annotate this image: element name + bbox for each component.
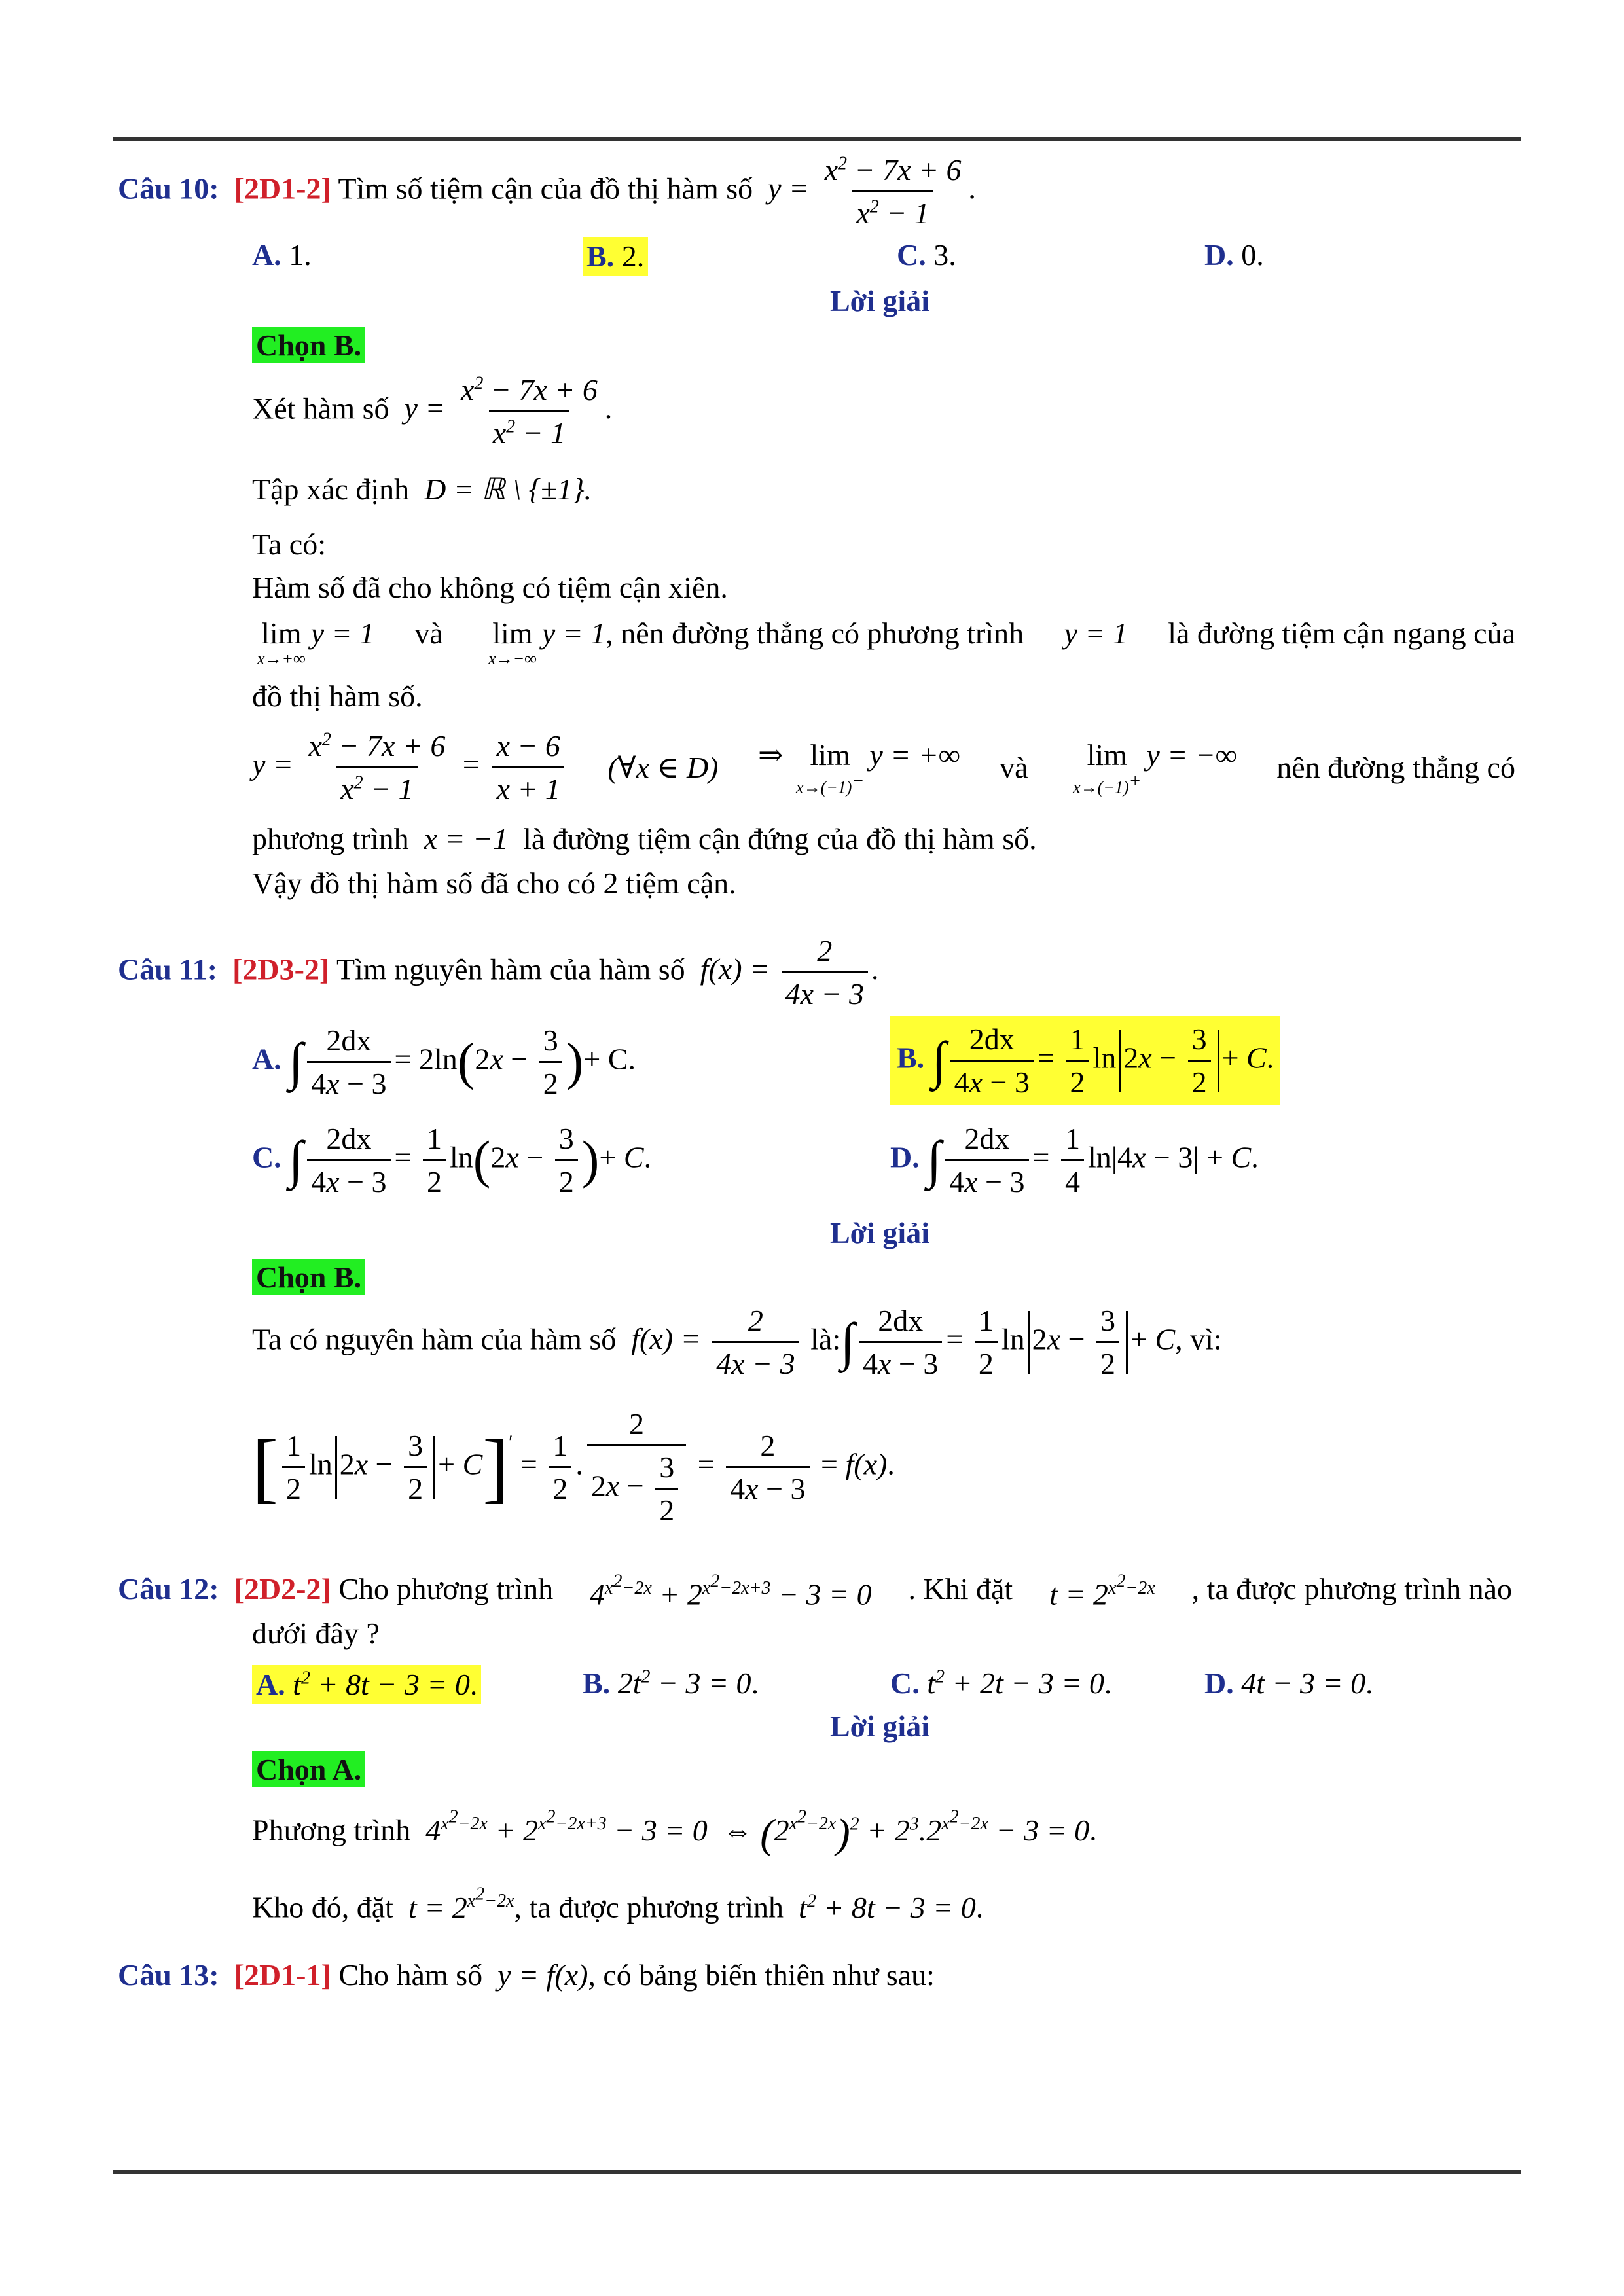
q10-loigiai: Lời giải bbox=[830, 284, 929, 317]
q11-option-b[interactable]: B. ∫ $\frac{2dx}{4x - 3}$ = $\frac{1}{2}$ ln 2x − $\frac{3}{2}$ + C. bbox=[890, 1016, 1280, 1105]
q11-option-d[interactable]: D. ∫ $\frac{2dx}{4x - 3}$ = $\frac{1}{4}$ ln|4x − 3| + C. bbox=[890, 1121, 1259, 1200]
q10-options bbox=[252, 237, 1299, 276]
q10-step-3: Ta có: bbox=[252, 528, 327, 561]
q13-tag: [2D1-1] bbox=[234, 1958, 331, 1992]
q10-option-c[interactable]: C. 3. bbox=[897, 238, 956, 272]
q10-option-d[interactable]: D. 0. bbox=[1204, 238, 1264, 272]
q12-tag: [2D2-2] bbox=[234, 1572, 331, 1605]
q10-heading bbox=[118, 152, 977, 231]
q11-option-c[interactable]: C. ∫ $\frac{2dx}{4x - 3}$ = $\frac{1}{2}$ ln(2x − $\frac{3}{2}$ )+ C. bbox=[252, 1121, 651, 1200]
q10-option-b[interactable]: B. 2. bbox=[583, 237, 648, 276]
q11-tag: [2D3-2] bbox=[232, 952, 330, 986]
q12-option-a[interactable]: A. $t^2 + 8t - 3 = 0$. bbox=[252, 1665, 481, 1704]
q12-step-1: Phương trình $4^{x^2-2x} + 2^{x^2-2x+3} - 3 = 0$ ⇔ $(2^{x^2-2x})^2 + 2^3.2^{x^2-2x} - 3 = 0$. bbox=[252, 1807, 1097, 1857]
q11-heading: Câu 11: [2D3-2] Tìm nguyên hàm của hàm số f(x) = $\frac{2}{4x - 3}$ . bbox=[118, 933, 880, 1012]
q10-step-1: Xét hàm số y = $\frac{x^2 - 7x + 6}{x^2 - 1}$ . bbox=[252, 372, 613, 451]
q11-loigiai: Lời giải bbox=[830, 1216, 929, 1249]
q12-step-2: Kho đó, đặt $t = 2^{x^2-2x}$, ta được phương trình $t^2 + 8t - 3 = 0$. bbox=[252, 1884, 984, 1924]
q10-option-a[interactable]: A. 1. bbox=[252, 238, 312, 272]
q10-chon: Chọn B. bbox=[252, 327, 365, 363]
q12-chon: Chọn A. bbox=[252, 1751, 365, 1787]
q12-option-c[interactable]: C. $t^2 + 2t - 3 = 0$. bbox=[890, 1666, 1112, 1700]
q10-step-4: Hàm số đã cho không có tiệm cận xiên. bbox=[252, 571, 728, 604]
q10-step-9: Vậy đồ thị hàm số đã cho có 2 tiệm cận. bbox=[252, 867, 736, 900]
q10-tag: [2D1-2] bbox=[234, 171, 331, 206]
q12-options bbox=[252, 1665, 1496, 1704]
q10-step-2: Tập xác định D = ℝ \ {±1}. bbox=[252, 473, 592, 506]
q12-heading-2: dưới đây ? bbox=[252, 1617, 380, 1650]
q12-loigiai: Lời giải bbox=[830, 1710, 929, 1743]
q11-number: Câu 11: bbox=[118, 952, 218, 986]
q11-text: Tìm nguyên hàm của hàm số bbox=[336, 952, 685, 986]
q12-number: Câu 12: bbox=[118, 1572, 219, 1605]
q13-number: Câu 13: bbox=[118, 1958, 219, 1992]
q12-heading: Câu 12: [2D2-2] Cho phương trình $4^{x^2-2x} + 2^{x^2-2x+3} - 3 = 0$ . Khi đặt $t = 2^{x^2-2x}$ , ta được phương trình nào bbox=[118, 1571, 1512, 1611]
q11-step-2: [ $\frac{1}{2}$ ln 2x − $\frac{3}{2}$ + C]′ = $\frac{1}{2}$ . 2 2x − $\frac{3}{2}$ = $\frac{2}{4x - 3}$ = f(x). bbox=[252, 1406, 895, 1529]
q11-step-1: Ta có nguyên hàm của hàm số f(x) = $\frac{2}{4x - 3}$ là:∫ $\frac{2dx}{4x - 3}$ = $\frac{1}{2}$ ln 2x − $\frac{3}{2}$ + C, vì: bbox=[252, 1302, 1222, 1382]
q12-option-b[interactable]: B. $2t^2 - 3 = 0$. bbox=[583, 1666, 759, 1700]
q11-option-a[interactable]: A. ∫ $\frac{2dx}{4x - 3}$ = 2ln(2x − $\frac{3}{2}$ )+ C. bbox=[252, 1022, 636, 1102]
q10-text: Tìm số tiệm cận của đồ thị hàm số bbox=[338, 171, 753, 206]
q12-option-d[interactable]: D. 4t − 3 = 0. bbox=[1204, 1666, 1373, 1700]
top-rule bbox=[113, 137, 1521, 141]
q10-step-5: lim x→+∞ y = 1 và lim x→−∞ y = 1, nên đường thẳng có phương trình y = 1 là đường tiệm cận ngang của bbox=[257, 617, 1515, 669]
q10-formula: y = $\frac{x^2 - 7x + 6}{x^2 - 1}$ . bbox=[761, 171, 977, 205]
q10-number: Câu 10: bbox=[118, 171, 219, 206]
q10-step-8: phương trình x = −1 là đường tiệm cận đứng của đồ thị hàm số. bbox=[252, 822, 1037, 855]
q10-step-6: đồ thị hàm số. bbox=[252, 679, 423, 713]
q10-step-7: y = $\frac{x^2 - 7x + 6}{x^2 - 1}$ = $\frac{x - 6}{x + 1}$ (∀x ∈ D) ⇒ lim x→(−1)− y = +∞ và lim x→(−1)+ y = −∞ nên đường thẳng có bbox=[252, 728, 1515, 807]
q13-heading: Câu 13: [2D1-1] Cho hàm số y = f(x), có bảng biến thiên như sau: bbox=[118, 1958, 935, 1992]
bottom-rule bbox=[113, 2170, 1521, 2174]
q11-chon: Chọn B. bbox=[252, 1259, 365, 1295]
